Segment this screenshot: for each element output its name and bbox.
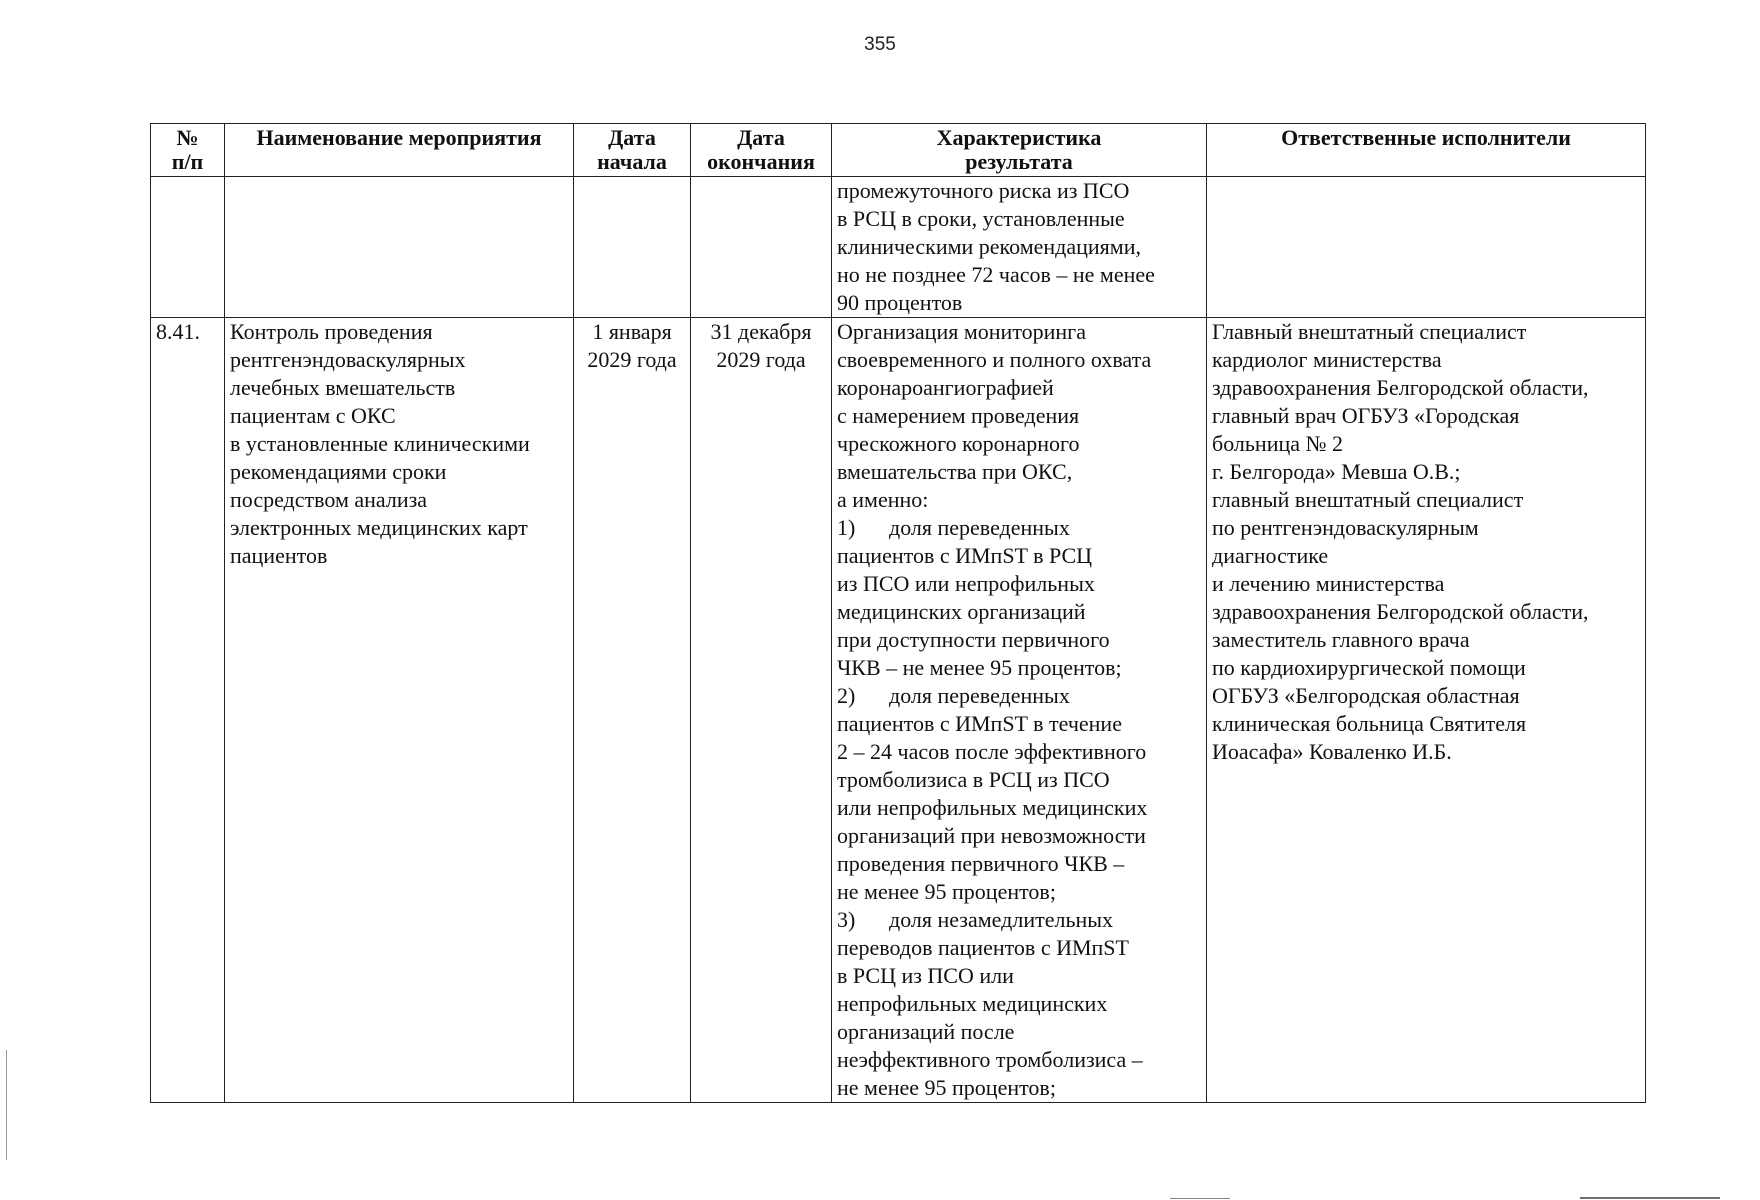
cell-responsible-empty <box>1207 177 1646 318</box>
cell-number-empty <box>151 177 225 318</box>
cell-end-date: 31 декабря 2029 года <box>691 318 832 1103</box>
cell-start-empty <box>574 177 691 318</box>
header-activity-name: Наименование мероприятия <box>225 124 574 177</box>
cell-result: Организация мониторинга своевременного и полного охвата коронароангиографией с намерением проведения чрескожного коронарного вмешательства при ОКС, а именно: 1) доля переведенных пациентов с ИМпST в РСЦ из ПСО или непрофильных медицинских организаций при доступности первичного ЧКВ – не менее 95 процентов; 2) доля переведенных пациентов с ИМпST в течение 2 – 24 часов после эффективного тромболизиса в РСЦ из ПСО или непрофильных медицинских организаций при невозможности проведения первичного ЧКВ – не менее 95 процентов; 3) доля незамедлительных переводов пациентов с ИМпST в РСЦ из ПСО или непрофильных медицинских организаций после неэффективного тромболизиса – не менее 95 процентов; <box>832 318 1207 1103</box>
page-number: 355 <box>864 34 896 55</box>
scan-bottom-mark <box>1580 1197 1720 1199</box>
cell-end-empty <box>691 177 832 318</box>
cell-result-continued: промежуточного риска из ПСО в РСЦ в сроки, установленные клиническими рекомендациями, но не позднее 72 часов – не менее 90 процентов <box>832 177 1207 318</box>
activities-table <box>150 123 1646 1103</box>
table-row-8-41 <box>151 318 1646 1103</box>
header-number: № п/п <box>151 124 225 177</box>
table-header-row <box>151 124 1646 177</box>
result-item-3: 3) доля незамедлительных <box>837 907 1114 932</box>
header-result: Характеристика результата <box>832 124 1207 177</box>
header-start-date: Дата начала <box>574 124 691 177</box>
cell-activity-name: Контроль проведения рентгенэндоваскулярных лечебных вмешательств пациентам с ОКС в установленные клиническими рекомендациями сроки посредством анализа электронных медицинских карт пациентов <box>225 318 574 1103</box>
cell-name-empty <box>225 177 574 318</box>
result-item-2: 2) доля переведенных <box>837 683 1070 708</box>
header-end-date: Дата окончания <box>691 124 832 177</box>
cell-responsible: Главный внештатный специалист кардиолог министерства здравоохранения Белгородской области, главный врач ОГБУЗ «Городская больница № 2 г. Белгорода» Мевша О.В.; главный внештатный специалист по рентгенэндоваскулярным диагностике и лечению министерства здравоохранения Белгородской области, заместитель главного врача по кардиохирургической помощи ОГБУЗ «Белгородская областная клиническая больница Святителя Иоасафа» Коваленко И.Б. <box>1207 318 1646 1103</box>
header-responsible: Ответственные исполнители <box>1207 124 1646 177</box>
scan-bottom-mark <box>1170 1198 1230 1199</box>
table-row-continued <box>151 177 1646 318</box>
cell-start-date: 1 января 2029 года <box>574 318 691 1103</box>
scan-edge-mark <box>6 1050 7 1160</box>
result-item-1: 1) доля переведенных <box>837 515 1070 540</box>
cell-row-number: 8.41. <box>151 318 225 1103</box>
